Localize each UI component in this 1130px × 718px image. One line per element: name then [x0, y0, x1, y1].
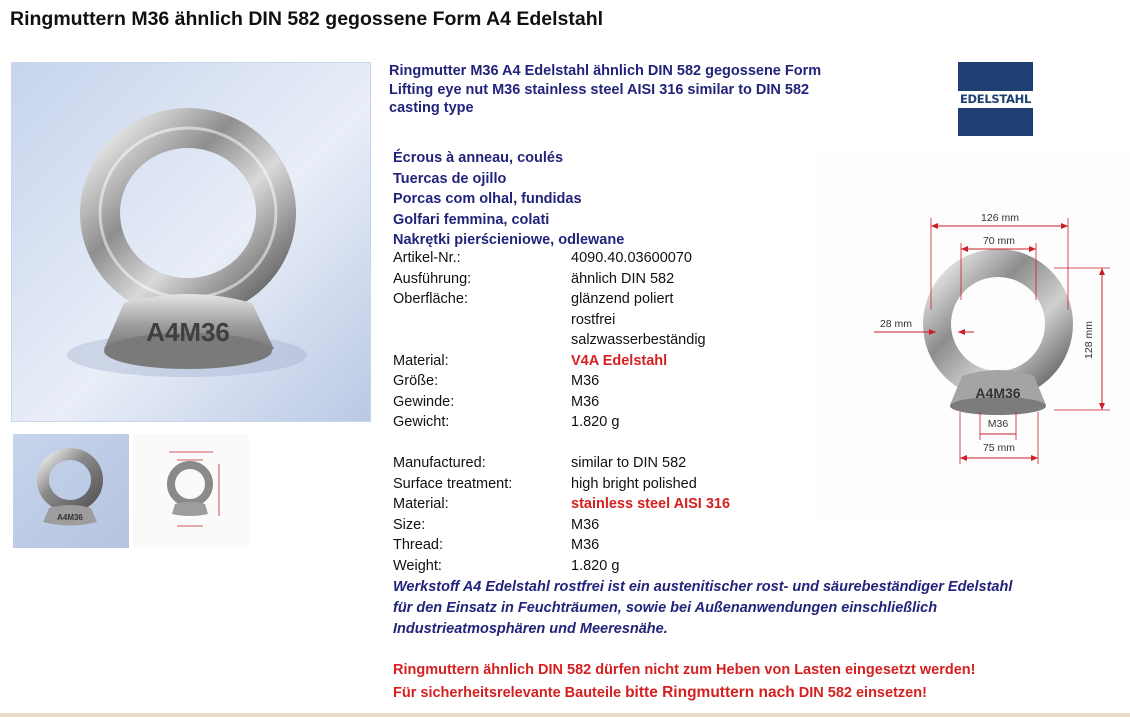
footer-divider: [0, 713, 1130, 717]
product-heading-de: Ringmutter M36 A4 Edelstahl ähnlich DIN 582 gegossene Form: [389, 63, 822, 79]
spec-label: Size:: [393, 516, 426, 533]
spec-value-material: V4A Edelstahl: [571, 352, 668, 369]
spec-row: [393, 351, 813, 372]
spec-label: Thread:: [393, 537, 443, 553]
spec-row: [393, 556, 813, 577]
warning-line-2-emphasis: bitte Ringmuttern nach: [625, 683, 795, 701]
specs-english: [393, 453, 813, 576]
dim-height: 128 mm: [1083, 321, 1095, 359]
spec-value: similar to DIN 582: [571, 455, 687, 471]
spec-row: [393, 474, 813, 495]
spec-row: [393, 494, 813, 515]
spec-value: M36: [571, 537, 600, 553]
name-es: Tuercas de ojillo: [393, 170, 507, 187]
spec-label: [393, 310, 571, 331]
warning-line-2-start: Für sicherheitsrelevante Bauteile: [393, 684, 626, 701]
spec-row: [393, 412, 813, 433]
technical-drawing: [818, 150, 1130, 520]
spec-value: 1.820 g: [571, 414, 620, 430]
spec-label: Manufactured:: [393, 455, 486, 471]
name-it: Golfari femmina, colati: [393, 211, 550, 228]
spec-value: ähnlich DIN 582: [571, 270, 675, 287]
spec-label: Surface treatment:: [393, 475, 513, 492]
thumbnail-stamp: A4M36: [57, 513, 83, 522]
spec-label: Material:: [393, 352, 449, 369]
dim-section: 28 mm: [879, 318, 913, 330]
name-pt: Porcas com olhal, fundidas: [393, 191, 582, 207]
spec-label: Gewicht:: [393, 414, 450, 430]
spec-row: [393, 535, 813, 556]
spec-value: salzwasserbeständig: [571, 332, 706, 348]
spec-label: [393, 330, 571, 351]
spec-value: 4090.40.03600070: [571, 250, 692, 266]
spec-value: glänzend poliert: [571, 291, 674, 307]
spec-row: [393, 392, 813, 413]
name-pl: Nakrętki pierścieniowe, odlewane: [393, 232, 625, 248]
material-note: Werkstoff A4 Edelstahl rostfrei ist ein austenitischer rost- und säurebeständiger Edelstahl für den Einsatz in Feuchträumen, sowie bei Außenanwendungen einschließlich Industrieatmosphären und Meeresnähe.: [393, 579, 1013, 637]
logo-text: EDELSTAHL: [960, 92, 1031, 106]
dim-thread: M36: [987, 418, 1009, 430]
specs-german: [393, 248, 813, 433]
spec-value: high bright polished: [571, 475, 697, 492]
dim-width: 126 mm: [981, 212, 1019, 224]
main-product-image: [11, 62, 371, 422]
spec-label: Weight:: [393, 557, 442, 574]
product-heading: [389, 62, 829, 118]
thumbnail-drawing[interactable]: [133, 434, 249, 548]
spec-value: M36: [571, 393, 600, 410]
spec-row: [393, 289, 813, 310]
translated-names: [393, 148, 624, 251]
spec-row: [393, 330, 813, 351]
edelstahl-logo: [958, 62, 1033, 136]
product-heading-en: Lifting eye nut M36 stainless steel AISI 316 similar to DIN 582 casting type: [389, 81, 810, 116]
warning-line-2: [393, 682, 1093, 705]
spec-label: Ausführung:: [393, 270, 472, 287]
safety-warning: [393, 659, 1093, 704]
thumbnail-photo[interactable]: [13, 434, 129, 548]
spec-value: rostfrei: [571, 311, 616, 328]
page-title: Ringmuttern M36 ähnlich DIN 582 gegossene Form A4 Edelstahl: [10, 8, 604, 30]
spec-label: Material:: [393, 496, 449, 512]
spec-label: Oberfläche:: [393, 291, 468, 307]
spec-value: 1.820 g: [571, 557, 620, 574]
spec-row: [393, 248, 813, 269]
photo-stamp: A4M36: [146, 317, 230, 347]
name-fr: Écrous à anneau, coulés: [393, 150, 564, 166]
spec-row: [393, 453, 813, 474]
spec-value: M36: [571, 516, 600, 533]
spec-row: [393, 269, 813, 290]
dim-inner: 70 mm: [982, 235, 1016, 247]
spec-row: [393, 515, 813, 536]
drawing-stamp: A4M36: [975, 385, 1021, 401]
spec-value: M36: [571, 373, 600, 389]
spec-row: [393, 310, 813, 331]
dim-base: 75 mm: [982, 442, 1016, 454]
spec-row: [393, 371, 813, 392]
spec-label: Gewinde:: [393, 393, 455, 410]
spec-label: Artikel-Nr.:: [393, 250, 461, 266]
warning-line-1: Ringmuttern ähnlich DIN 582 dürfen nicht zum Heben von Lasten eingesetzt werden!: [393, 662, 976, 678]
warning-line-2-end: DIN 582 einsetzen!: [794, 684, 927, 701]
spec-label: Größe:: [393, 373, 439, 389]
spec-value-material: stainless steel AISI 316: [571, 496, 731, 512]
